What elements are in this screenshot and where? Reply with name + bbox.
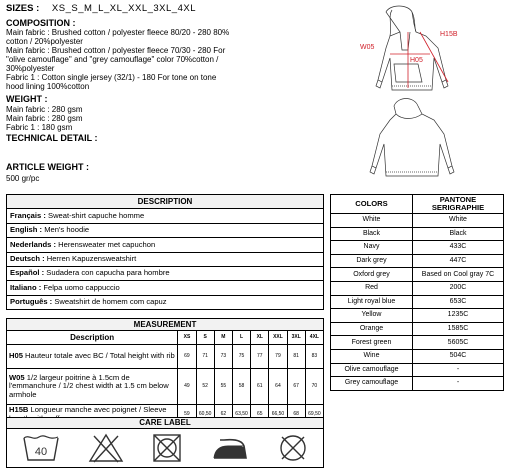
color-pantone: 447C [413,254,504,268]
color-row [331,281,504,295]
color-pantone: - [413,363,504,377]
weight-line: Main fabric : 280 gsm [6,113,83,123]
description-row: Italiano : Felpa uomo cappuccio [7,281,324,295]
description-row: Português : Sweatshirt de homem com capuz [7,295,324,309]
color-name: Grey camouflage [331,377,413,391]
weight-line: Main fabric : 280 gsm [6,104,83,114]
color-name: Orange [331,322,413,336]
composition-line: cotton / 20%polyester [6,37,83,47]
color-name: Navy [331,241,413,255]
sizes-line [6,4,278,15]
color-name: Black [331,227,413,241]
composition-line: hood lining 100%cotton [6,82,90,92]
measurement-value: 79 [269,345,287,369]
color-name: Light royal blue [331,295,413,309]
care-label-title: CARE LABEL [6,417,324,429]
color-pantone: 504C [413,349,504,363]
spec-header [6,4,278,183]
measurement-desc: W05 1/2 largeur poitrine à 1.5cm de l'emmanchure / 1/2 chest width at 1.5 cm below armhole [7,369,178,405]
description-row: Français : Sweat-shirt capuche homme [7,209,324,223]
size-header: 4XL [305,331,323,345]
svg-text:40: 40 [34,445,47,458]
measurement-value: 59 [178,405,196,425]
description-row: English : Men's hoodie [7,223,324,237]
iron-low-icon [210,432,250,464]
pantone-header: PANTONE SERIGRAPHIE [413,195,504,214]
measurement-value: 70 [305,369,323,405]
measurement-value: 63,50 [232,405,250,425]
composition-line: Main fabric : Brushed cotton / polyester fleece 80/20 - 280 80% [6,28,230,38]
measurement-value: 83 [305,345,323,369]
color-name: Wine [331,349,413,363]
measurement-desc: H15B Longueur manche avec poignet / Sleeve [7,405,178,425]
color-row [331,309,504,323]
measurement-value: 69 [178,345,196,369]
color-name: Yellow [331,309,413,323]
hoodie-back-drawing [370,99,454,177]
technical-title: TECHNICAL DETAIL : [6,132,98,143]
color-name: Red [331,281,413,295]
no-dry-clean-icon [277,432,309,464]
color-row [331,377,504,391]
measurement-row [7,369,324,405]
hoodie-front-drawing [376,6,448,90]
color-row [331,363,504,377]
hoodie-drawings [330,2,500,182]
article-weight-value: 500 gr/pc [6,174,40,184]
measurement-value: 81 [287,345,305,369]
measurement-value: 64 [269,369,287,405]
no-bleach-icon [88,432,124,464]
color-row [331,349,504,363]
size-header: XXL [269,331,287,345]
color-row [331,336,504,350]
color-pantone: 1585C [413,322,504,336]
wash-40-icon [21,432,61,464]
measurement-value: 52 [196,369,214,405]
size-header: XL [251,331,269,345]
colors-table [330,194,504,391]
description-row: Deutsch : Herren Kapuzensweatshirt [7,252,324,266]
color-row [331,214,504,228]
care-label-icons [6,428,324,468]
color-name: Forest green [331,336,413,350]
color-pantone: 5605C [413,336,504,350]
size-header: M [214,331,232,345]
color-row [331,241,504,255]
measurement-value: 55 [214,369,232,405]
measurement-value: 75 [232,345,250,369]
size-header: XS [178,331,196,345]
measurement-value: 61 [251,369,269,405]
measurement-row [7,345,324,369]
no-tumble-dry-icon [151,432,183,464]
color-pantone: 1235C [413,309,504,323]
composition-title: COMPOSITION : [6,17,76,28]
color-row [331,254,504,268]
colors-header: COLORS [331,195,413,214]
measurement-desc: H05 Hauteur totale avec BC / Total height with rib [7,345,178,369]
composition-line: 30%polyester [6,64,55,74]
color-row [331,295,504,309]
color-name: White [331,214,413,228]
composition-line: Fabric 1 : Cotton single jersey (32/1) - 180 For tone on tone [6,73,217,83]
color-row [331,268,504,282]
h05-label: H05 [410,57,423,64]
article-weight-title: ARTICLE WEIGHT : [6,161,89,172]
measurement-value: 65 [251,405,269,425]
measurement-desc-header: Description [7,331,178,345]
description-row: Español : Sudadera con capucha para hombre [7,266,324,280]
measurement-value: 58 [232,369,250,405]
measurement-value: 73 [214,345,232,369]
color-pantone: White [413,214,504,228]
measurement-value: 71 [196,345,214,369]
size-header: L [232,331,250,345]
color-pantone: 653C [413,295,504,309]
color-row [331,322,504,336]
composition-line: Main fabric : Brushed cotton / polyester fleece 70/30 - 280 For [6,46,226,56]
measurement-value: 67 [287,369,305,405]
color-pantone: - [413,377,504,391]
weight-line: Fabric 1 : 180 gsm [6,122,73,132]
w05-label: W05 [360,44,375,51]
measurement-value: 77 [251,345,269,369]
measurement-value: 62 [214,405,232,425]
measurement-value: 69,50 [305,405,323,425]
description-title: DESCRIPTION [7,195,324,209]
sizes-value: XS_S_M_L_XL_XXL_3XL_4XL [51,3,196,14]
description-table [6,194,324,310]
measurement-title: MEASUREMENT [7,319,324,331]
size-header: S [196,331,214,345]
measurement-value: 68 [287,405,305,425]
h15b-label: H15B [440,31,458,38]
description-row: Nederlands : Herensweater met capuchon [7,238,324,252]
color-name: Dark grey [331,254,413,268]
color-pantone: 433C [413,241,504,255]
color-name: Oxford grey [331,268,413,282]
color-pantone: Based on Cool gray 7C [413,268,504,282]
color-pantone: Black [413,227,504,241]
measurement-value: 66,50 [269,405,287,425]
weight-title: WEIGHT : [6,94,48,105]
composition-line: "olive camouflage" and "grey camouflage" color 70%cotton / [6,55,219,65]
sizes-label: SIZES : [6,3,40,14]
measurement-value: 49 [178,369,196,405]
color-row [331,227,504,241]
color-pantone: 200C [413,281,504,295]
color-name: Olive camouflage [331,363,413,377]
measurement-value: 60,50 [196,405,214,425]
measurement-table [6,318,324,425]
size-header: 3XL [287,331,305,345]
